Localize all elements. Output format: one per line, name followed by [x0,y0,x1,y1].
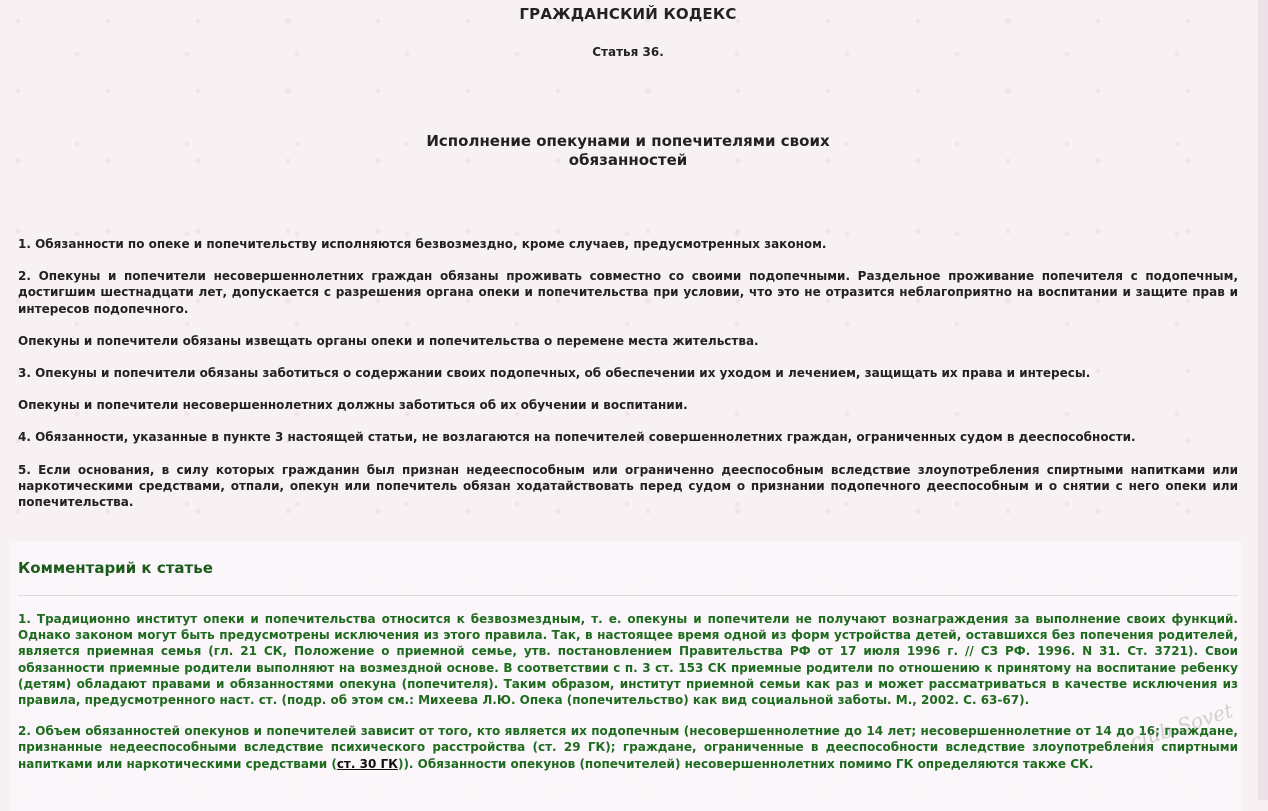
article-paragraph: 3. Опекуны и попечители обязаны заботиться о содержании своих подопечных, об обеспечении их уходом и лечением, защищать их права и интересы. [18,366,1091,381]
site-watermark [1126,695,1236,755]
article-text [18,236,1238,526]
article-paragraph: 5. Если основания, в силу которых гражданин был признан недееспособным или ограниченно дееспособным вследствие злоупотребления спиртными напитками или наркотическими средствами, отпали, опекун или попечитель обязан ходатайствовать перед судом о признании подопечного дееспособным и о снятии с него опеки или попечительства. [18,462,1238,510]
document-title: ГРАЖДАНСКИЙ КОДЕКС [519,5,737,23]
watermark-text: club Sovet [1126,698,1236,754]
commentary-paragraph-1: 1. Традиционно институт опеки и попечительства относится к безвозмездным, т. е. опекуны и попечители не получают вознаграждения за выполнение своих функций. Однако законом могут быть предусмотрены исключения из этого правила. Так, в настоящее время одной из форм устройства детей, оставшихся без попечения родителей, является приемная семья (гл. 21 СК, Положение о приемной семье, утв. постановлением Правительства РФ от 17 июля 1996 г. // СЗ РФ. 1996. N 31. Ст. 3721). Свои обязанности приемные родители выполняют на возмездной основе. В соответствии с п. 3 ст. 153 СК приемные родители по отношению к принятому на воспитание ребенку (детям) обладают правами и обязанностями опекуна (попечителя). Таким образом, институт приемной семьи как раз и может рассматриваться в качестве исключения из правила, предусмотренного наст. ст. (подр. об этом см.: Михеева Л.Ю. Опека (попечительство) как вид социальной заботы. М., 2002. С. 63-67). [18,612,1238,708]
article-paragraph: 4. Обязанности, указанные в пункте 3 настоящей статьи, не возлагаются на попечителей совершеннолетних граждан, ограниченных судом в дееспособности. [18,430,1136,445]
article-number: Статья 36. [592,45,664,59]
article-paragraph: 1. Обязанности по опеке и попечительству исполняются безвозмездно, кроме случаев, предусмотренных законом. [18,237,827,251]
commentary-text [18,611,1238,787]
page-edge [1258,0,1268,800]
article-heading-line1: Исполнение опекунами и попечителями своих [426,132,830,150]
commentary-divider [18,595,1238,596]
commentary-p2-tail: )). Обязанности опекунов (попечителей) несовершеннолетних помимо ГК определяются также СК. [397,756,1094,771]
commentary-paragraph-2 [18,723,1238,772]
article-paragraph: 2. Опекуны и попечители несовершеннолетних граждан обязаны проживать совместно со своими подопечными. Раздельное проживание попечителя с подопечным, достигшим шестнадцати лет, допускается с разрешения органа опеки и попечительства при условии, что это не отразится неблагоприятно на воспитании и защите прав и интересов подопечного. [18,269,1238,316]
article-paragraph: Опекуны и попечители несовершеннолетних должны заботиться об их обучении и воспитании. [18,398,688,413]
article-heading [400,132,856,170]
article-heading-line2: обязанностей [568,151,688,169]
article-30-link[interactable]: ст. 30 ГК [336,756,398,771]
commentary-title: Комментарий к статье [18,559,213,577]
article-paragraph: Опекуны и попечители обязаны извещать органы опеки и попечительства о перемене места жительства. [18,333,759,348]
commentary-p2-text: 2. Объем обязанностей опекунов и попечителей зависит от того, кто является их подопечным (несовершеннолетние до 14 лет; несовершеннолетние от 14 до 16; граждане, признанные недееспособными вследствие психического расстройства (ст. 29 ГК); граждане, ограниченные в дееспособности вследствие злоупотребления спиртными напитками или наркотическими средствами ( [18,724,1238,771]
